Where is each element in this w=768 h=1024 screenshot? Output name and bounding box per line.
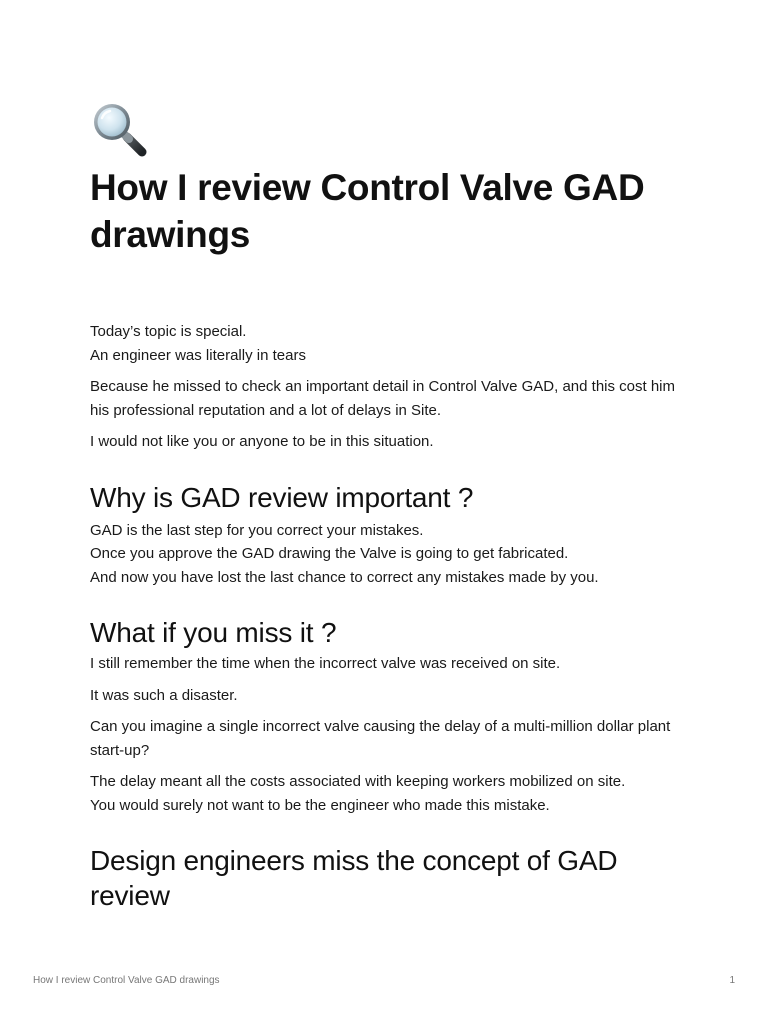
section2-paragraph-4-line-2: You would surely not want to be the engineer who made this mistake.	[90, 796, 550, 814]
section1-line-2: Once you approve the GAD drawing the Valve is going to get fabricated.	[90, 545, 569, 562]
section-heading-design-engineers: Design engineers miss the concept of GAD review	[90, 845, 618, 911]
document-title: How I review Control Valve GAD drawings	[90, 167, 645, 255]
section-heading-what-if-miss: What if you miss it ?	[90, 617, 337, 648]
section2-paragraph-3: Can you imagine a single incorrect valve causing the delay of a multi-million dollar plant start-up?	[90, 718, 671, 759]
intro-line-1: Today’s topic is special.	[90, 323, 247, 340]
intro-paragraph-3: I would not like you or anyone to be in this situation.	[90, 433, 434, 450]
section1-line-3: And now you have lost the last chance to correct any mistakes made by you.	[90, 568, 599, 586]
section-heading-why-important: Why is GAD review important ?	[90, 481, 474, 513]
document-body	[90, 320, 690, 913]
intro-line-2: An engineer was literally in tears	[90, 346, 306, 364]
intro-paragraph-2: Because he missed to check an important detail in Control Valve GAD, and this cost him his professional reputation and a lot of delays in Site.	[90, 378, 676, 419]
magnifying-glass-icon	[90, 100, 150, 160]
section2-paragraph-1: I still remember the time when the incorrect valve was received on site.	[90, 655, 561, 672]
footer-page-number: 1	[729, 975, 735, 986]
footer-title: How I review Control Valve GAD drawings	[33, 975, 220, 986]
section2-paragraph-4-line-1: The delay meant all the costs associated with keeping workers mobilized on site.	[90, 773, 626, 790]
section2-paragraph-2: It was such a disaster.	[90, 686, 238, 704]
section1-line-1: GAD is the last step for you correct your mistakes.	[90, 521, 424, 539]
